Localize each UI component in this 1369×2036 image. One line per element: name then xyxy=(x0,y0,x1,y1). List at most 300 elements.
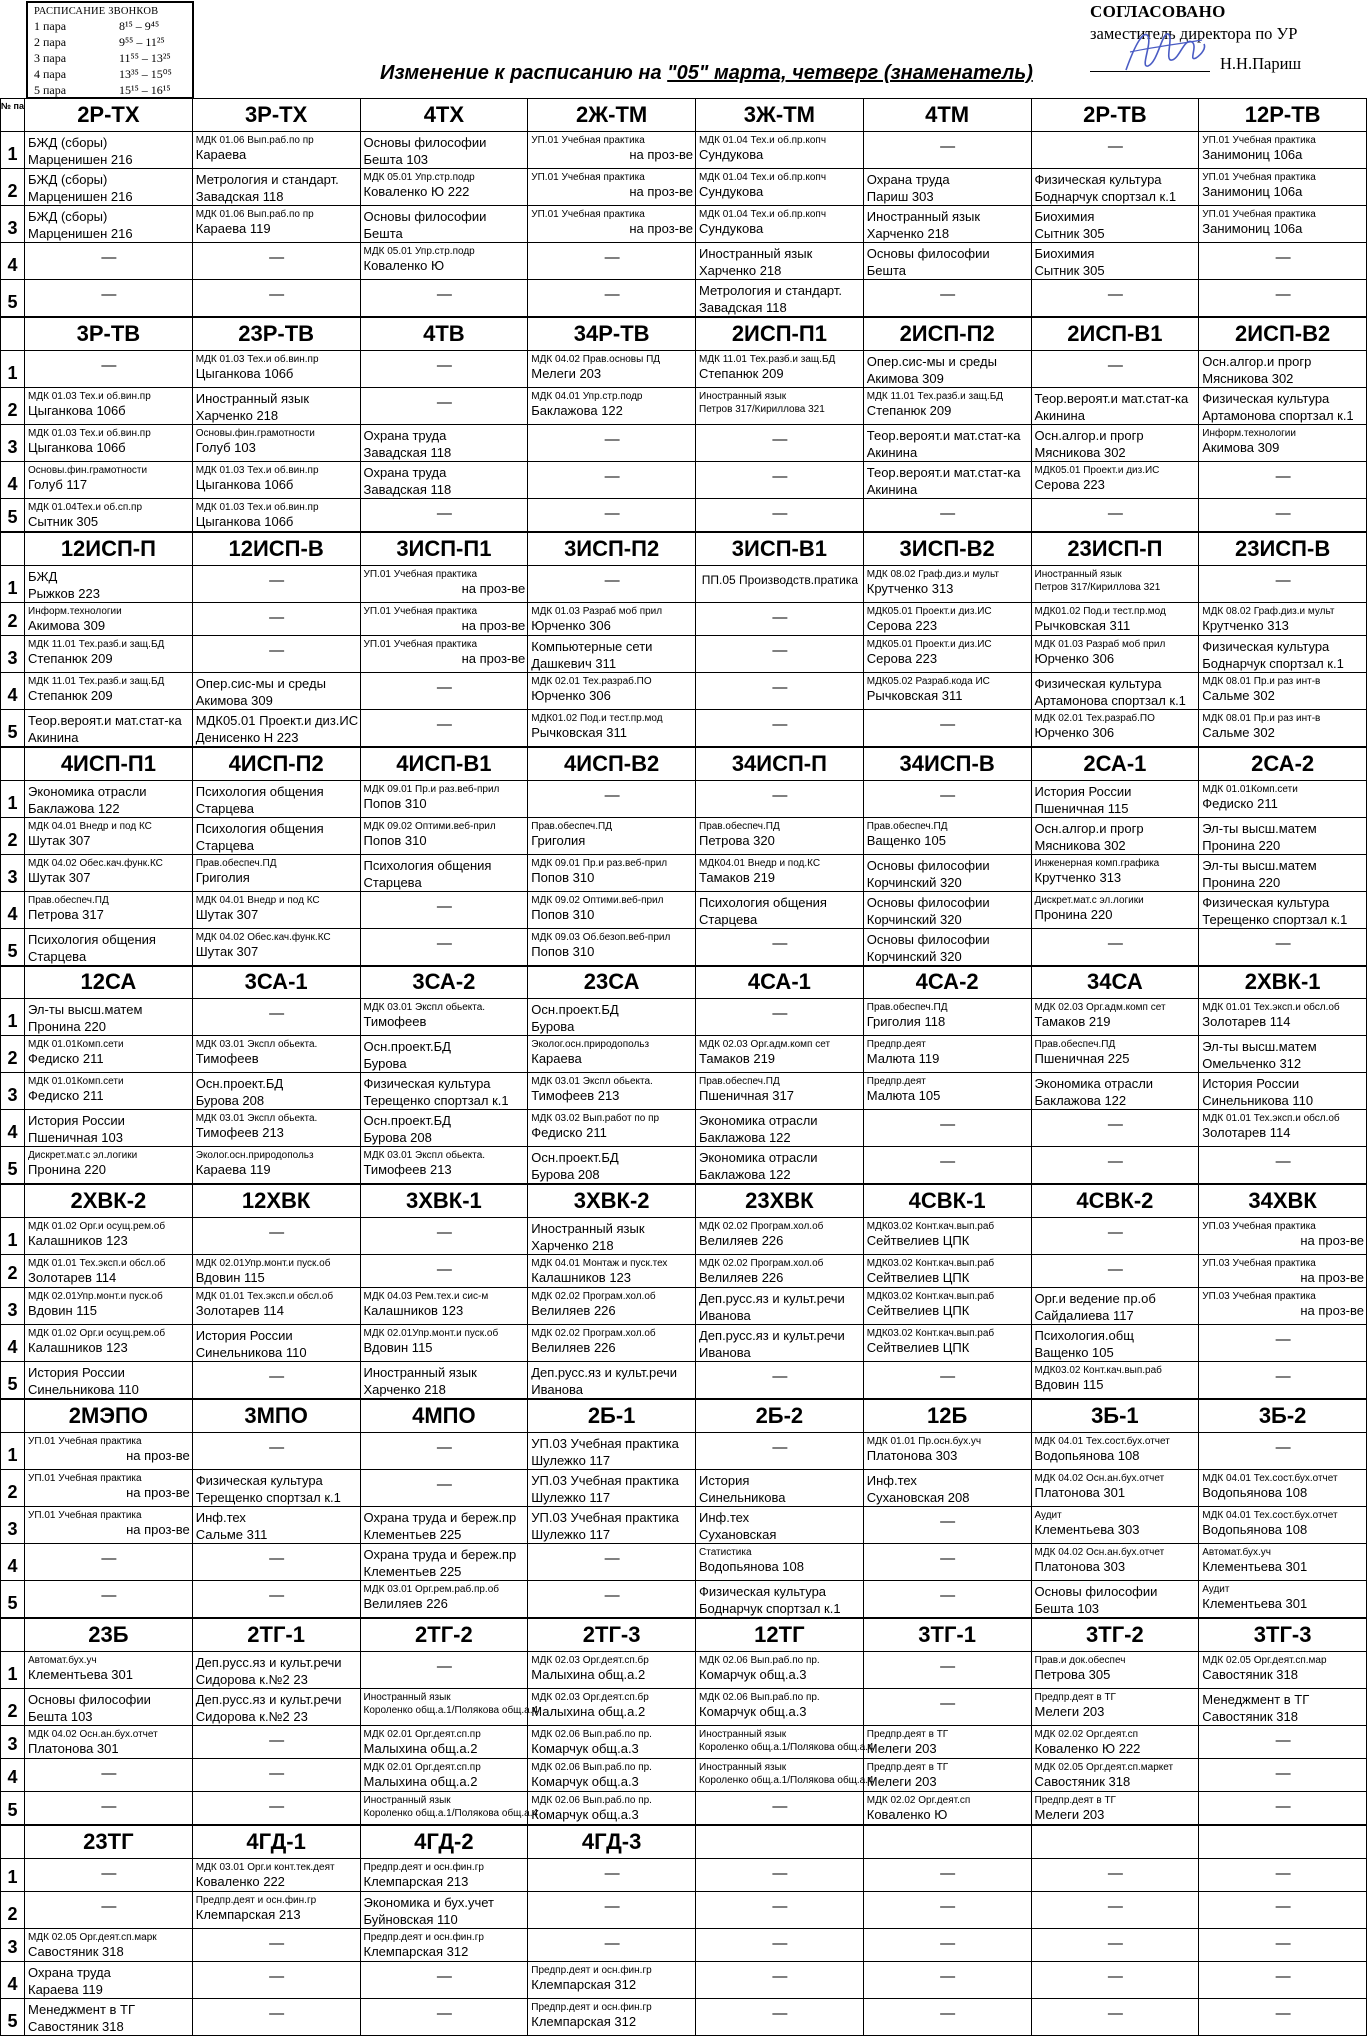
lesson-subject: МДК 09.02 Оптими.веб-прил xyxy=(531,894,664,906)
lesson-subject: МДК 04.01 Внедр и под КС xyxy=(28,820,152,832)
lesson-teacher: Клементьева 303 xyxy=(1034,1522,1140,1537)
lesson-teacher: Шулежко 117 xyxy=(531,1490,611,1505)
lesson-subject: Психология общения xyxy=(699,894,827,910)
schedule-cell xyxy=(1031,1362,1199,1400)
pair-number: 3 xyxy=(1,1288,25,1325)
schedule-cell xyxy=(863,999,1031,1036)
empty-lesson-dash: — xyxy=(1275,1368,1291,1386)
lesson-teacher: Клементьева 301 xyxy=(28,1666,133,1682)
empty-lesson-dash: — xyxy=(101,1765,117,1782)
bell-pair: 4 пара xyxy=(34,67,67,81)
lesson-teacher: Цыганкова 106б xyxy=(28,440,126,455)
schedule-cell xyxy=(528,1725,696,1758)
lesson-subject: Биохимия xyxy=(1034,246,1095,262)
schedule-cell xyxy=(192,280,360,318)
pair-number: 1 xyxy=(1,1218,25,1255)
schedule-cell xyxy=(360,1962,528,1999)
empty-lesson-dash: — xyxy=(940,1657,956,1675)
lesson-teacher: Баклажова 122 xyxy=(1034,1093,1127,1109)
lesson-subject: Охрана труда и береж.пр xyxy=(363,1547,517,1562)
schedule-cell xyxy=(528,891,696,928)
schedule-cell xyxy=(1199,280,1367,318)
schedule-cell xyxy=(1031,351,1199,388)
lesson-teacher: Малыхина общ.а.2 xyxy=(363,1774,478,1789)
empty-lesson-dash: — xyxy=(101,1864,117,1882)
lesson-teacher: Бурова 208 xyxy=(195,1093,265,1109)
lesson-teacher: Тамаков 219 xyxy=(699,869,776,885)
schedule-cell xyxy=(696,1759,874,1792)
schedule-cell xyxy=(360,1999,528,2036)
group-header: 2ХВК-2 xyxy=(25,1184,193,1217)
pair-number: 3 xyxy=(1,1725,25,1758)
empty-lesson-dash: — xyxy=(772,641,788,659)
schedule-cell xyxy=(696,1688,864,1725)
schedule-cell xyxy=(192,1325,360,1362)
group-header: 23Б xyxy=(25,1618,193,1651)
schedule-cell xyxy=(528,462,696,499)
empty-lesson-dash: — xyxy=(1107,1261,1123,1278)
lesson-teacher: Савостяник 318 xyxy=(1202,1708,1298,1724)
schedule-cell xyxy=(25,425,193,462)
schedule-cell xyxy=(863,1073,1031,1110)
schedule-row xyxy=(1,1507,1367,1544)
empty-lesson-dash: — xyxy=(772,608,788,626)
lesson-subject: Основы философии xyxy=(866,931,990,947)
schedule-cell xyxy=(1199,1999,1367,2036)
pair-number: 3 xyxy=(1,1929,25,1962)
pair-number: 4 xyxy=(1,891,25,928)
empty-lesson-dash: — xyxy=(1107,138,1123,156)
schedule-cell xyxy=(360,635,528,672)
pair-number-header xyxy=(1,1618,25,1651)
group-header: 3МПО xyxy=(192,1399,360,1432)
schedule-cell xyxy=(1199,1929,1367,1962)
lesson-subject: МДК 02.02 Програм.хол.об xyxy=(699,1221,824,1232)
lesson-teacher: Дашкевич 311 xyxy=(531,655,617,671)
signature-icon xyxy=(1118,22,1208,82)
lesson-teacher: Вдовин 115 xyxy=(1034,1377,1104,1393)
schedule-cell xyxy=(696,351,864,388)
lesson-subject: МДК 09.01 Пр.и раз.веб-прил xyxy=(531,857,668,869)
lesson-teacher: Цыганкова 106б xyxy=(28,403,126,418)
schedule-cell xyxy=(192,462,360,499)
pair-number: 2 xyxy=(1,602,25,635)
schedule-row xyxy=(1,1892,1367,1929)
schedule-cell xyxy=(696,1507,864,1544)
schedule-cell xyxy=(1199,462,1367,499)
schedule-cell xyxy=(360,169,528,206)
lesson-teacher: Пронина 220 xyxy=(1202,837,1281,853)
schedule-row xyxy=(1,1929,1367,1962)
lesson-teacher: Корчинский 320 xyxy=(866,874,962,890)
lesson-teacher: Акимова 309 xyxy=(1202,440,1280,455)
pair-number: 2 xyxy=(1,1470,25,1507)
lesson-teacher: Сундукова xyxy=(699,147,764,163)
schedule-cell xyxy=(528,1433,696,1470)
lesson-subject: УП.03 Учебная практика xyxy=(1202,1291,1316,1303)
lesson-subject: МДК 04.02 Прав.основы ПД xyxy=(531,354,661,365)
schedule-cell xyxy=(528,780,696,817)
schedule-cell xyxy=(528,1255,696,1288)
lesson-subject: Инф.тех xyxy=(195,1510,246,1525)
lesson-teacher: Бешта xyxy=(363,226,403,242)
lesson-teacher: Мясникова 302 xyxy=(1034,445,1126,460)
schedule-cell xyxy=(863,854,1031,891)
group-header xyxy=(1031,1825,1199,1858)
lesson-subject: МДК 01.03 Тех.и об.вин.пр xyxy=(28,391,151,402)
empty-lesson-dash: — xyxy=(604,505,620,522)
lesson-subject: МДК 02.03 Орг.адм.комп сет xyxy=(699,1039,831,1051)
lesson-subject: Иностранный язык xyxy=(363,1691,451,1703)
lesson-subject: Предпр.деят в ТГ xyxy=(866,1728,949,1740)
schedule-cell xyxy=(863,602,1031,635)
lesson-teacher: Коваленко Ю 222 xyxy=(1034,1740,1141,1756)
lesson-teacher: Шутак 307 xyxy=(28,869,91,885)
empty-lesson-dash: — xyxy=(269,1224,285,1241)
group-header: 4СВК-2 xyxy=(1031,1184,1199,1217)
schedule-cell xyxy=(1199,1507,1367,1544)
lesson-subject: Охрана труда xyxy=(363,428,447,443)
empty-lesson-dash: — xyxy=(940,1550,956,1567)
schedule-cell xyxy=(360,1929,528,1962)
schedule-cell xyxy=(696,462,864,499)
lesson-subject: БЖД (сборы) xyxy=(28,209,108,225)
lesson-subject: Экономика отрасли xyxy=(28,783,147,799)
bell-row xyxy=(34,18,186,34)
lesson-teacher: Бурова xyxy=(531,1019,575,1035)
lesson-subject: Статистика xyxy=(699,1547,752,1558)
lesson-subject: УП.03 Учебная практика xyxy=(1202,1221,1316,1232)
schedule-cell xyxy=(1031,1325,1199,1362)
schedule-cell xyxy=(863,1858,1031,1891)
schedule-cell xyxy=(25,169,193,206)
schedule-cell xyxy=(25,1362,193,1400)
lesson-subject: МДК 03.01 Экспл обьекта. xyxy=(195,1113,318,1125)
lesson-teacher: Вдовин 115 xyxy=(363,1340,433,1356)
lesson-teacher: Клемпарская 312 xyxy=(531,1977,637,1993)
schedule-cell xyxy=(192,1962,360,1999)
lesson-subject: МДК 11.01 Тех.разб.и защ.БД xyxy=(866,391,1004,402)
empty-lesson-dash: — xyxy=(269,286,285,304)
lesson-subject: УП.01 Учебная практика xyxy=(1202,209,1316,221)
schedule-cell xyxy=(360,780,528,817)
lesson-subject: МДК 01.04 Тех.и об.пр.копч xyxy=(699,172,827,184)
lesson-teacher: Баклажова 122 xyxy=(28,800,120,816)
lesson-teacher: Акинина xyxy=(866,445,918,460)
lesson-teacher: Серова 223 xyxy=(866,617,938,633)
lesson-subject: Психология общения xyxy=(363,857,492,873)
schedule-cell xyxy=(696,388,864,425)
lesson-teacher: Водопьянова 108 xyxy=(1034,1448,1140,1463)
schedule-cell xyxy=(1199,1892,1367,1929)
lesson-teacher: Тимофеев 213 xyxy=(195,1125,284,1141)
lesson-subject: МДК 02.06 Вып.раб.по пр. xyxy=(531,1728,652,1740)
lesson-subject: МДК 01.01Комп.сети xyxy=(28,1076,124,1088)
lesson-subject: Эл-ты высш.матем xyxy=(28,1002,143,1018)
lesson-subject: Основы философии xyxy=(363,209,487,225)
schedule-cell xyxy=(528,999,696,1036)
pair-number: 4 xyxy=(1,1759,25,1792)
lesson-teacher: Юрченко 306 xyxy=(1034,724,1115,740)
empty-lesson-dash: — xyxy=(772,1968,788,1986)
lesson-subject: МДК 02.06 Вып.раб.по пр. xyxy=(531,1795,652,1807)
schedule-cell xyxy=(1031,1073,1199,1110)
lesson-subject: МДК 01.01 Тех.эксп.и обсл.об xyxy=(1202,1002,1340,1014)
lesson-subject: Эл-ты высш.матем xyxy=(1202,857,1317,873)
empty-lesson-dash: — xyxy=(940,1116,956,1134)
schedule-cell xyxy=(528,1688,696,1725)
lesson-teacher: Коваленко Ю xyxy=(363,258,445,274)
empty-lesson-dash: — xyxy=(436,2005,452,2023)
schedule-cell xyxy=(192,928,360,966)
empty-lesson-dash: — xyxy=(101,1587,117,1604)
schedule-cell xyxy=(360,1147,528,1185)
lesson-subject: Охрана труда xyxy=(28,1965,111,1981)
pair-number: 5 xyxy=(1,928,25,966)
lesson-teacher: Пшеничная 225 xyxy=(1034,1051,1130,1067)
lesson-teacher: Велиляев 226 xyxy=(531,1303,616,1319)
schedule-cell xyxy=(863,1759,1031,1792)
lesson-subject: МДК 04.01 Монтаж и пуск.тех xyxy=(531,1258,668,1269)
lesson-subject: История России xyxy=(1202,1076,1300,1092)
schedule-cell xyxy=(1199,351,1367,388)
empty-lesson-dash: — xyxy=(436,1439,452,1456)
lesson-subject: МДК 05.01 Упр.стр.подр xyxy=(363,246,475,258)
schedule-row xyxy=(1,351,1367,388)
schedule-cell xyxy=(360,1759,528,1792)
lesson-subject: Иностранный язык xyxy=(363,1795,451,1807)
schedule-cell xyxy=(696,499,864,532)
schedule-cell xyxy=(528,425,696,462)
schedule-cell xyxy=(192,1507,360,1544)
lesson-subject: УП.01 Учебная практика xyxy=(363,605,478,617)
schedule-cell xyxy=(528,1036,696,1073)
empty-lesson-dash: — xyxy=(604,468,620,485)
schedule-cell xyxy=(1031,1147,1199,1185)
lesson-teacher: Париш 303 xyxy=(866,189,934,205)
empty-lesson-dash: — xyxy=(436,1224,452,1241)
schedule-cell xyxy=(696,243,864,280)
schedule-cell xyxy=(360,1073,528,1110)
schedule-cell xyxy=(1031,709,1199,747)
schedule-cell xyxy=(863,1651,1031,1688)
schedule-cell xyxy=(528,1325,696,1362)
schedule-cell xyxy=(360,1688,539,1725)
lesson-teacher: Золотарев 114 xyxy=(1202,1014,1291,1030)
empty-lesson-dash: — xyxy=(1275,249,1291,267)
lesson-teacher: Бурова 208 xyxy=(363,1130,432,1146)
group-header: 34Р-ТВ xyxy=(528,317,696,350)
schedule-row xyxy=(1,1792,1367,1825)
lesson-subject: МДК 03.01 Орг.и конт.тек.деят xyxy=(195,1861,335,1873)
lesson-teacher: Велиляев 226 xyxy=(363,1596,448,1611)
schedule-cell xyxy=(528,280,696,318)
lesson-subject: МДК 03.01 Орг.рем.раб.пр.об xyxy=(363,1584,500,1595)
lesson-subject: МДК 01.01Комп.сети xyxy=(28,1039,124,1051)
schedule-cell xyxy=(25,1759,193,1792)
empty-lesson-dash: — xyxy=(1107,1224,1123,1241)
schedule-cell xyxy=(1031,280,1199,318)
schedule-cell xyxy=(528,132,696,169)
lesson-teacher: Григолия xyxy=(195,869,250,885)
lesson-teacher: Короленко общ.а.1/Полякова общ.а.4 xyxy=(699,1741,874,1753)
lesson-teacher: Караева 119 xyxy=(28,1982,103,1998)
group-header: 4СА-1 xyxy=(696,966,864,999)
lesson-subject: МДК05.01 Проект.и диз.ИС xyxy=(866,638,992,650)
schedule-row xyxy=(1,499,1367,532)
schedule-cell xyxy=(360,1362,528,1400)
schedule-cell xyxy=(192,1999,360,2036)
group-header: 23СА xyxy=(528,966,696,999)
empty-lesson-dash: — xyxy=(436,1968,452,1986)
lesson-subject: Предпр.деят и осн.фин.гр xyxy=(363,1932,484,1943)
bell-schedule-title: РАСПИСАНИЕ ЗВОНКОВ xyxy=(34,6,159,17)
approval-block xyxy=(1090,2,1365,78)
bell-pair: 1 пара xyxy=(34,19,67,33)
lesson-subject: Иностранный язык xyxy=(699,1762,787,1773)
lesson-teacher: Харченко 218 xyxy=(699,263,782,279)
lesson-subject: МДК 01.04 Тех.и об.пр.копч xyxy=(699,209,827,221)
lesson-teacher: Акимова 309 xyxy=(28,617,106,633)
lesson-subject: БЖД (сборы) xyxy=(28,135,108,151)
lesson-teacher: Водопьянова 108 xyxy=(1202,1522,1308,1537)
pair-number-header: № па xyxy=(1,99,25,132)
empty-lesson-dash: — xyxy=(101,286,117,304)
group-header: 4СА-2 xyxy=(863,966,1031,999)
group-header: 4ИСП-П2 xyxy=(192,747,360,780)
lesson-teacher: Малюта 105 xyxy=(866,1088,941,1104)
schedule-cell xyxy=(1031,1544,1199,1581)
lesson-subject: МДК 01.03 Тех.и об.вин.пр xyxy=(195,502,319,513)
schedule-cell xyxy=(528,1362,696,1400)
schedule-cell xyxy=(1199,672,1367,709)
lesson-subject: МДК 02.06 Вып.раб.по пр. xyxy=(531,1762,652,1773)
schedule-cell xyxy=(25,780,193,817)
lesson-subject: МДК 02.02 Програм.хол.об xyxy=(699,1258,824,1269)
schedule-cell xyxy=(863,928,1031,966)
schedule-cell xyxy=(696,928,864,966)
schedule-cell xyxy=(1199,780,1367,817)
lesson-teacher: Клемпарская 312 xyxy=(363,1944,469,1959)
bell-time: 11⁵⁵ – 13²⁵ xyxy=(119,51,171,65)
schedule-cell xyxy=(696,1036,864,1073)
lesson-teacher: Бурова 208 xyxy=(531,1167,600,1183)
schedule-cell xyxy=(528,1218,696,1255)
schedule-cell xyxy=(1031,206,1199,243)
schedule-cell xyxy=(1199,928,1367,966)
empty-lesson-dash: — xyxy=(269,1005,285,1023)
schedule-cell xyxy=(863,1433,1031,1470)
lesson-teacher: Степанюк 209 xyxy=(699,366,784,381)
group-header: 3СА-2 xyxy=(360,966,528,999)
lesson-teacher: Велиляев 226 xyxy=(699,1270,784,1285)
pair-number: 1 xyxy=(1,1858,25,1891)
lesson-teacher: Золотарев 114 xyxy=(28,1270,117,1285)
empty-lesson-dash: — xyxy=(269,1765,285,1782)
schedule-cell xyxy=(1031,1036,1199,1073)
empty-lesson-dash: — xyxy=(772,2005,788,2023)
lesson-subject: МДК05.01 Проект.и диз.ИС xyxy=(1034,465,1160,476)
group-header: 2Р-ТХ xyxy=(25,99,193,132)
pair-number: 2 xyxy=(1,1255,25,1288)
lesson-teacher: Короленко общ.а.1/Полякова общ.а.4 xyxy=(699,1775,874,1786)
schedule-cell xyxy=(192,1651,360,1688)
schedule-cell xyxy=(25,854,193,891)
schedule-cell xyxy=(528,351,696,388)
schedule-cell xyxy=(1199,206,1367,243)
lesson-subject: МДК 01.03 Тех.и об.вин.пр xyxy=(195,465,319,476)
lesson-subject: УП.03 Учебная практика xyxy=(531,1436,679,1451)
schedule-row xyxy=(1,1036,1367,1073)
lesson-subject: МДК 04.02 Обес.кач.функ.КС xyxy=(28,857,163,869)
empty-lesson-dash: — xyxy=(101,249,117,267)
lesson-teacher: Тимофеев xyxy=(195,1051,259,1067)
title-date: "05" марта, четверг (знаменатель) xyxy=(667,62,1033,84)
schedule-cell xyxy=(192,388,360,425)
group-header: 3Б-1 xyxy=(1031,1399,1199,1432)
lesson-teacher: Сухановская xyxy=(699,1527,777,1542)
pair-number: 2 xyxy=(1,388,25,425)
group-header: 12Б xyxy=(863,1399,1031,1432)
lesson-subject: МДК 11.01 Тех.разб.и защ.БД xyxy=(28,675,165,687)
schedule-cell xyxy=(1199,1147,1367,1185)
schedule-row xyxy=(1,1581,1367,1619)
schedule-cell xyxy=(360,1218,528,1255)
schedule-cell xyxy=(528,1858,696,1891)
empty-lesson-dash: — xyxy=(940,1587,956,1604)
lesson-teacher: Комарчук общ.а.3 xyxy=(699,1666,807,1682)
schedule-cell xyxy=(1031,462,1199,499)
lesson-subject: МДК04.01 Внедр и под.КС xyxy=(699,857,821,869)
pair-number-header xyxy=(1,532,25,565)
lesson-subject: Охрана труда и береж.пр xyxy=(363,1510,517,1525)
lesson-teacher: Короленко общ.а.1/Полякова общ.а.4 xyxy=(363,1704,539,1716)
lesson-teacher: Синельникова 110 xyxy=(28,1382,139,1398)
group-header: 3ТГ-1 xyxy=(863,1618,1031,1651)
schedule-cell xyxy=(1199,1725,1367,1758)
lesson-teacher: Сытник 305 xyxy=(1034,263,1105,279)
pair-number: 1 xyxy=(1,999,25,1036)
bell-time: 9⁵⁵ – 11²⁵ xyxy=(119,35,165,49)
lesson-subject: Осн.проект.БД xyxy=(195,1076,284,1092)
bell-row xyxy=(34,66,186,82)
lesson-teacher: Бешта 103 xyxy=(1034,1601,1100,1616)
empty-lesson-dash: — xyxy=(772,786,788,804)
empty-lesson-dash: — xyxy=(772,468,788,485)
schedule-row xyxy=(1,132,1367,169)
empty-lesson-dash: — xyxy=(1275,1935,1291,1952)
empty-lesson-dash: — xyxy=(269,249,285,267)
pair-number: 1 xyxy=(1,1433,25,1470)
schedule-cell xyxy=(25,388,193,425)
schedule-cell xyxy=(25,1792,193,1825)
schedule-row xyxy=(1,1544,1367,1581)
lesson-teacher: Клемпарская 213 xyxy=(195,1907,301,1922)
empty-lesson-dash: — xyxy=(436,715,452,733)
lesson-subject: МДК03.02 Конт.кач.вып.раб xyxy=(866,1291,995,1303)
group-header: 2ИСП-П2 xyxy=(863,317,1031,350)
schedule-cell xyxy=(1031,999,1199,1036)
pair-number: 3 xyxy=(1,854,25,891)
schedule-cell xyxy=(1031,388,1199,425)
approval-position: заместитель директора по УР xyxy=(1090,24,1298,43)
group-header: 2СА-2 xyxy=(1199,747,1367,780)
lesson-subject: МДК 04.02 Осн.ан.бух.отчет xyxy=(28,1728,158,1740)
lesson-subject: Прав.обеспеч.ПД xyxy=(866,820,948,832)
schedule-cell xyxy=(192,1688,360,1725)
empty-lesson-dash: — xyxy=(1107,1898,1123,1915)
lesson-teacher: Водопьянова 108 xyxy=(699,1559,804,1574)
